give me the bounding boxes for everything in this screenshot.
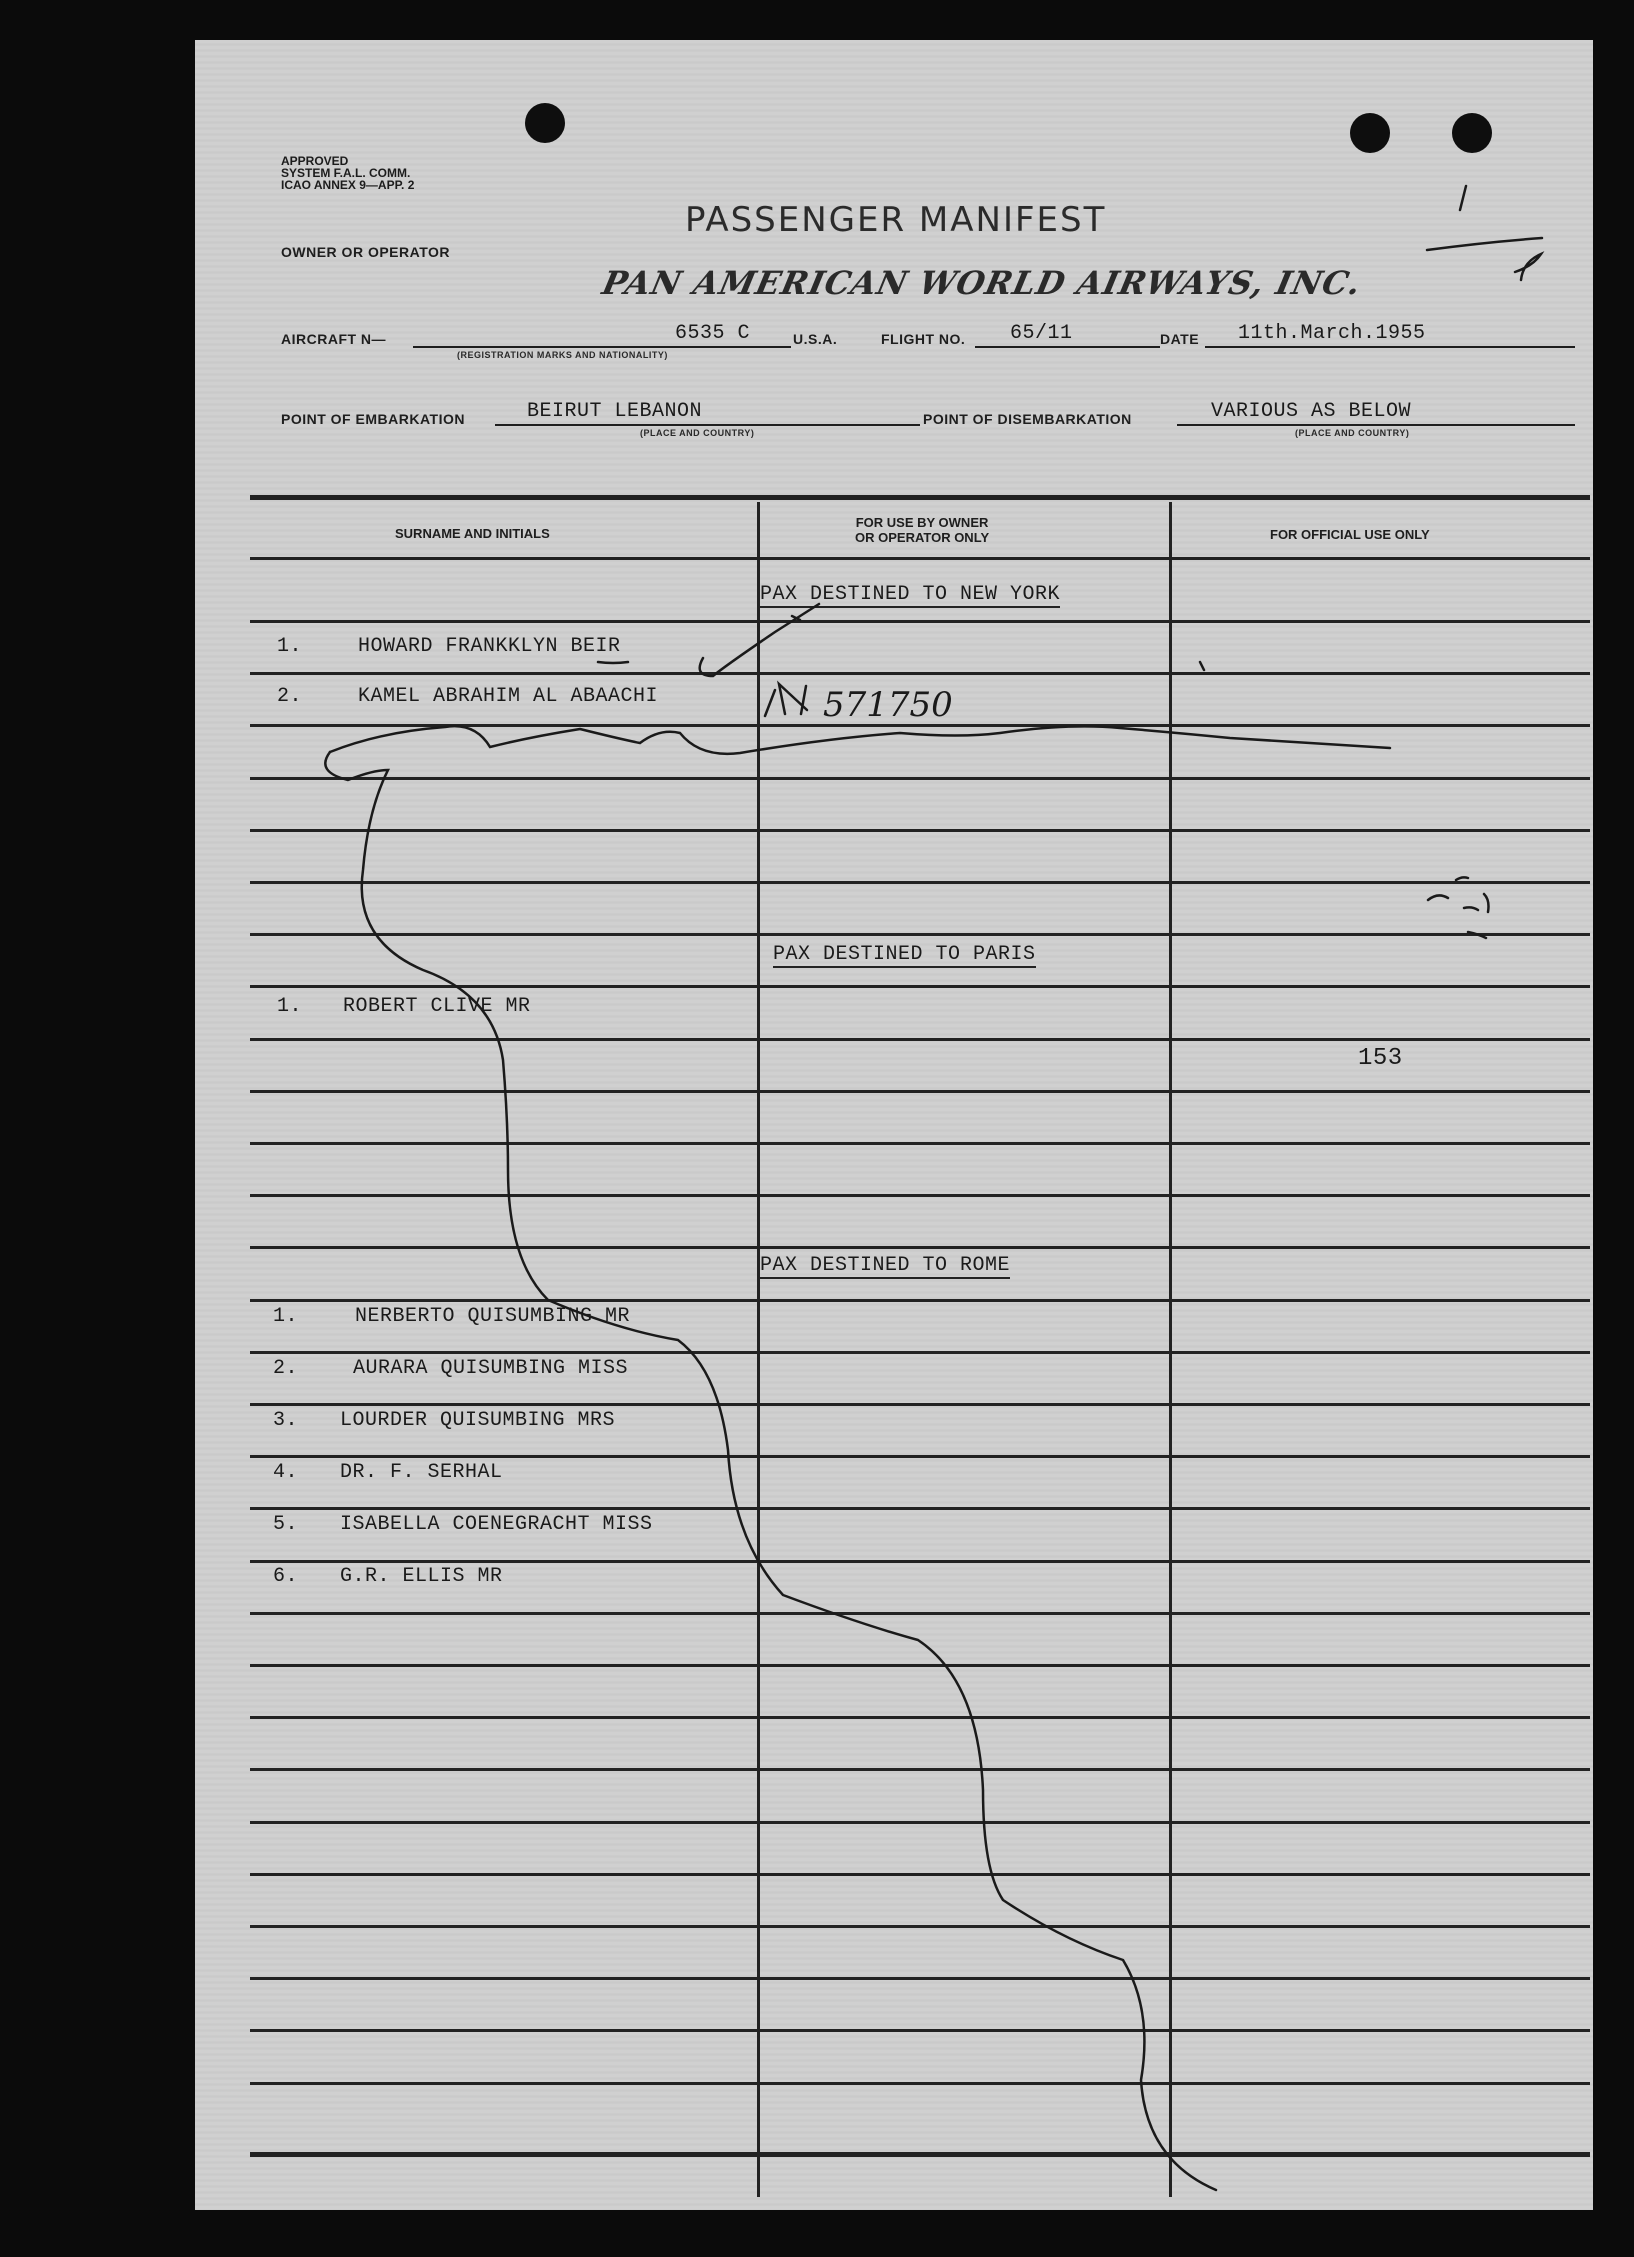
passenger-name: NERBERTO QUISUMBING MR bbox=[355, 1305, 631, 1328]
flight-value: 65/11 bbox=[1010, 322, 1073, 345]
aircraft-sublabel: (REGISTRATION MARKS AND NATIONALITY) bbox=[457, 350, 668, 360]
passenger-number: 1. bbox=[277, 995, 303, 1018]
ruled-line bbox=[250, 2082, 1590, 2085]
ruled-line bbox=[250, 1194, 1590, 1197]
column-divider-2 bbox=[1169, 502, 1172, 2197]
passenger-number: 3. bbox=[273, 1409, 299, 1432]
date-value: 11th.March.1955 bbox=[1238, 322, 1426, 345]
stamp-line: APPROVED bbox=[281, 154, 349, 168]
handwritten-number-strokes bbox=[765, 684, 807, 716]
margin-squiggle bbox=[1428, 877, 1489, 938]
column-surname: SURNAME AND INITIALS bbox=[395, 526, 550, 541]
passenger-number: 2. bbox=[273, 1357, 299, 1380]
embarkation-label: POINT OF EMBARKATION bbox=[281, 411, 465, 427]
ruled-line bbox=[250, 1090, 1590, 1093]
page-mark-numerator bbox=[1460, 186, 1466, 210]
ruled-line bbox=[250, 1403, 1590, 1406]
ruled-line bbox=[250, 1038, 1590, 1041]
page-title: PASSENGER MANIFEST bbox=[685, 200, 1107, 240]
column-divider-1 bbox=[757, 502, 760, 2197]
ruled-line bbox=[250, 1664, 1590, 1667]
punch-hole-right-1 bbox=[1350, 113, 1390, 153]
column-owner-use-line: OR OPERATOR ONLY bbox=[855, 530, 990, 545]
embarkation-sublabel: (PLACE AND COUNTRY) bbox=[640, 428, 755, 438]
ruled-line bbox=[250, 620, 1590, 623]
aircraft-value: 6535 C bbox=[675, 322, 751, 345]
ruled-line bbox=[250, 985, 1590, 988]
flight-line bbox=[975, 346, 1160, 348]
date-line bbox=[1205, 346, 1575, 348]
ruled-line bbox=[250, 1821, 1590, 1824]
handwriting-overlay bbox=[195, 40, 1593, 2210]
stamp-line: SYSTEM F.A.L. COMM. bbox=[281, 166, 411, 180]
aircraft-line bbox=[413, 346, 791, 348]
ruled-line bbox=[250, 2029, 1590, 2032]
column-official: FOR OFFICIAL USE ONLY bbox=[1270, 527, 1430, 542]
handwritten-number: 571750 bbox=[823, 685, 953, 725]
table-bottom-rule bbox=[250, 2152, 1590, 2157]
disembarkation-line bbox=[1177, 424, 1575, 426]
ruled-line bbox=[250, 1873, 1590, 1876]
strike-line bbox=[330, 726, 1390, 754]
passenger-name: HOWARD FRANKKLYN BEIR bbox=[358, 635, 621, 658]
ruled-line bbox=[250, 1299, 1590, 1302]
punch-hole-right-2 bbox=[1452, 113, 1492, 153]
ruled-line bbox=[250, 1716, 1590, 1719]
disembarkation-value: VARIOUS AS BELOW bbox=[1211, 400, 1412, 423]
ruled-line bbox=[250, 1246, 1590, 1249]
disembarkation-label: POINT OF DISEMBARKATION bbox=[923, 411, 1132, 427]
passenger-number: 1. bbox=[277, 635, 303, 658]
stamp-line: ICAO ANNEX 9—APP. 2 bbox=[281, 178, 415, 192]
ruled-line bbox=[250, 1507, 1590, 1510]
name-underline-mark bbox=[598, 662, 628, 663]
ruled-line bbox=[250, 829, 1590, 832]
passenger-number: 1. bbox=[273, 1305, 299, 1328]
ruled-line bbox=[250, 1612, 1590, 1615]
page-mark-bar bbox=[1427, 238, 1542, 250]
official-number: 153 bbox=[1358, 1045, 1403, 1072]
ruled-line bbox=[250, 933, 1590, 936]
owner-label: OWNER OR OPERATOR bbox=[281, 244, 450, 260]
ruled-line bbox=[250, 1977, 1590, 1980]
passenger-name: ROBERT CLIVE MR bbox=[343, 995, 531, 1018]
ruled-line bbox=[250, 557, 1590, 560]
passenger-name: G.R. ELLIS MR bbox=[340, 1565, 503, 1588]
passenger-name: DR. F. SERHAL bbox=[340, 1461, 503, 1484]
passenger-number: 4. bbox=[273, 1461, 299, 1484]
ruled-line bbox=[250, 777, 1590, 780]
section-heading-new-york: PAX DESTINED TO NEW YORK bbox=[760, 583, 1061, 606]
passenger-number: 5. bbox=[273, 1513, 299, 1536]
ruled-line bbox=[250, 1768, 1590, 1771]
manifest-sheet bbox=[195, 40, 1593, 2210]
passenger-name: KAMEL ABRAHIM AL ABAACHI bbox=[358, 685, 659, 708]
column-owner-use-line: FOR USE BY OWNER bbox=[855, 515, 989, 530]
ruled-line bbox=[250, 1351, 1590, 1354]
country-label: U.S.A. bbox=[793, 331, 838, 347]
ruled-line bbox=[250, 672, 1590, 675]
table-top-rule bbox=[250, 495, 1590, 500]
ruled-line bbox=[250, 724, 1590, 727]
passenger-name: ISABELLA COENEGRACHT MISS bbox=[340, 1513, 653, 1536]
section-heading-rome: PAX DESTINED TO ROME bbox=[760, 1254, 1011, 1277]
column-owner-use bbox=[855, 515, 989, 545]
page-mark-denominator bbox=[1515, 254, 1541, 280]
passenger-number: 2. bbox=[277, 685, 303, 708]
passenger-number: 6. bbox=[273, 1565, 299, 1588]
ruled-line bbox=[250, 881, 1590, 884]
ruled-line bbox=[250, 1560, 1590, 1563]
punch-hole-left bbox=[525, 103, 565, 143]
aircraft-label: AIRCRAFT N— bbox=[281, 331, 387, 347]
embarkation-value: BEIRUT LEBANON bbox=[527, 400, 703, 423]
passenger-name: AURARA QUISUMBING MISS bbox=[353, 1357, 629, 1380]
section-heading-paris: PAX DESTINED TO PARIS bbox=[773, 943, 1036, 966]
date-label: DATE bbox=[1160, 331, 1200, 347]
ruled-line bbox=[250, 1455, 1590, 1458]
ruled-line bbox=[250, 1925, 1590, 1928]
tick-mark bbox=[1200, 662, 1204, 670]
disembarkation-sublabel: (PLACE AND COUNTRY) bbox=[1295, 428, 1410, 438]
ruled-line bbox=[250, 1142, 1590, 1145]
embarkation-line bbox=[495, 424, 920, 426]
passenger-name: LOURDER QUISUMBING MRS bbox=[340, 1409, 616, 1432]
flight-label: FLIGHT NO. bbox=[881, 331, 966, 347]
approval-stamp bbox=[281, 155, 414, 191]
owner-name: PAN AMERICAN WORLD AIRWAYS, INC. bbox=[598, 264, 1365, 302]
